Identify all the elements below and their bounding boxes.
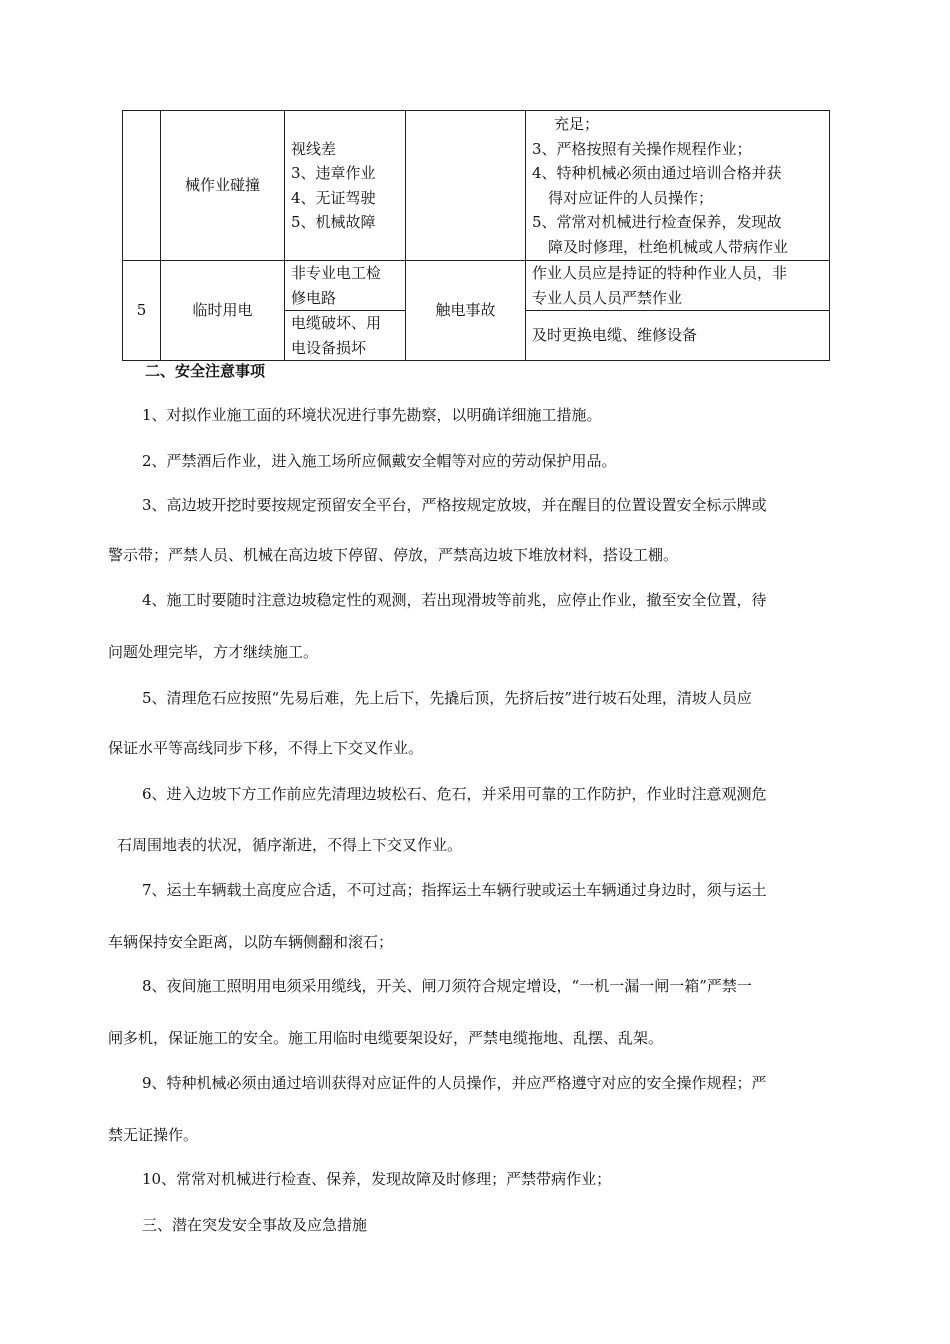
cause-line: 修电路 [291,288,337,307]
cause-line: 3、违章作业 [291,164,376,182]
table-row [123,261,830,311]
measure-line: 障及时修理，杜绝机械或人带病作业 [548,237,789,256]
measure-line: 得对应证件的人员操作； [548,188,714,207]
paragraph-line: 1、对拟作业施工面的环境状况进行事先勘察，以明确详细施工措施。 [142,406,602,424]
paragraph-line: 保证水平等高线同步下移，不得上下交叉作业。 [108,739,424,757]
paragraph-line: 8、夜间施工照明用电须采用缆线，开关、闸刀须符合规定增设，“一机一漏一闸一箱”严禁一 [142,977,752,995]
cause-line: 视线差 [291,139,337,158]
paragraph-line: 石周围地表的状况，循序渐进，不得上下交叉作业。 [117,836,463,854]
paragraph-line: 禁无证操作。 [108,1126,199,1144]
section-heading: 二、安全注意事项 [145,362,266,380]
paragraph-line: 10、常常对机械进行检查、保养，发现故障及时修理；严禁带病作业； [142,1170,612,1188]
paragraph-line: 问题处理完毕，方才继续施工。 [108,643,319,661]
cause-cell [285,111,406,261]
paragraph-line: 闸多机，保证施工的安全。施工用临时电缆要架设好，严禁电缆拖地、乱摆、乱架。 [108,1029,664,1047]
paragraph-line: 3、高边坡开挖时要按规定预留安全平台，严格按规定放坡，并在醒目的位置设置安全标示牌或 [142,496,767,514]
paragraph-line: 2、严禁酒后作业，进入施工场所应佩戴安全帽等对应的劳动保护用品。 [142,452,617,470]
cause-cell [285,311,406,361]
measure-line: 4、特种机械必须由通过培训合格并获 [532,164,782,182]
paragraph-line: 7、运土车辆载土高度应合适，不可过高；指挥运土车辆行驶或运土车辆通过身边时，须与运土 [142,881,767,899]
cause-line: 非专业电工检 [291,264,382,282]
paragraph-line: 警示带；严禁人员、机械在高边坡下停留、停放，严禁高边坡下堆放材料，搭设工棚。 [108,546,679,564]
section-heading: 三、潜在突发安全事故及应急措施 [142,1216,368,1234]
seq-cell: 5 [123,261,161,361]
measure-line: 专业人员人员严禁作业 [532,288,683,307]
item-cell: 械作业碰撞 [161,111,285,261]
accident-cell [406,111,526,261]
cause-line: 电设备损坏 [291,338,367,357]
cause-cell [285,261,406,311]
item-cell: 临时用电 [161,261,285,361]
measure-line: 3、严格按照有关操作规程作业； [532,139,752,158]
paragraph-line: 9、特种机械必须由通过培训获得对应证件的人员操作，并应严格遵守对应的安全操作规程；严 [142,1074,767,1092]
paragraph-line: 6、进入边坡下方工作前应先清理边坡松石、危石，并采用可靠的工作防护，作业时注意观测危 [142,785,767,803]
paragraph-line: 车辆保持安全距离，以防车辆侧翻和滚石； [108,933,394,951]
cause-line: 5、机械故障 [291,213,376,231]
measure-line: 5、常常对机械进行检查保养，发现故 [532,213,782,231]
measure-cell [526,261,830,311]
table-row [123,111,830,261]
seq-cell [123,111,161,261]
measure-cell: 及时更换电缆、维修设备 [526,311,830,361]
cause-line: 电缆破坏、用 [291,314,382,332]
accident-cell: 触电事故 [406,261,526,361]
paragraph-line: 5、清理危石应按照“先易后难，先上后下，先撬后顶，先挤后按”进行坡石处理，清坡人员应 [142,689,752,707]
measure-line: 充足； [554,115,600,133]
measure-cell [526,111,830,261]
paragraph-line: 4、施工时要随时注意边坡稳定性的观测，若出现滑坡等前兆，应停止作业，撤至安全位置，待 [142,591,767,609]
cause-line: 4、无证驾驶 [291,188,376,207]
risk-table [122,110,830,361]
measure-line: 作业人员应是持证的特种作业人员，非 [532,264,788,282]
